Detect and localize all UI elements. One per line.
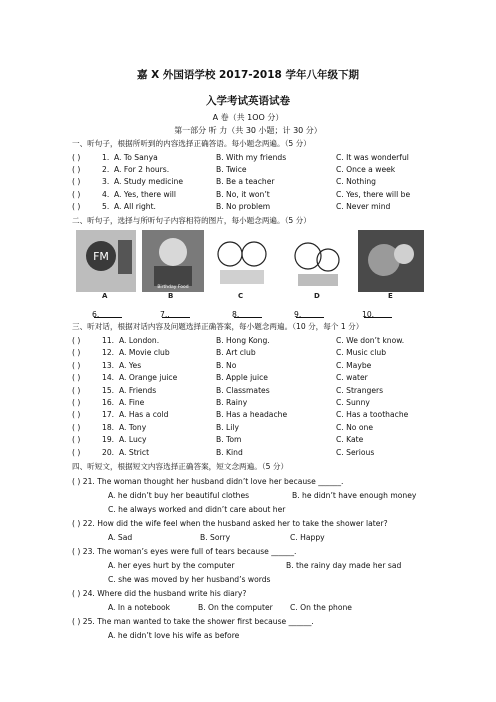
paper-label: A 卷（共 1OO 分） xyxy=(212,113,284,122)
question-24-option-b: B. On the computer xyxy=(198,603,273,612)
option-b: B. Lily xyxy=(216,422,239,432)
option-a: A. Friends xyxy=(119,385,157,395)
picture-label-b: B xyxy=(168,292,174,300)
option-c: C. Maybe xyxy=(336,360,372,370)
option-c: C. Serious xyxy=(336,447,375,457)
question-number: 11. xyxy=(102,336,115,345)
option-a: A. Study medicine xyxy=(114,177,183,187)
picture-label-d: D xyxy=(314,292,320,300)
option-b: B. Classmates xyxy=(216,385,270,395)
question-25-option-a: A. he didn’t love his wife as before xyxy=(108,631,240,640)
option-b: B. Kind xyxy=(216,447,243,457)
question-row xyxy=(72,435,432,445)
part-label: 第一部分 听 力（共 30 小题；计 30 分） xyxy=(174,126,322,135)
option-a: A. London. xyxy=(119,336,160,345)
option-a: A. Strict xyxy=(119,447,150,457)
option-a: A. Has a cold xyxy=(119,410,169,420)
picture-e xyxy=(358,230,424,292)
answer-bracket[interactable]: ( ) xyxy=(72,373,81,383)
question-number: 20. xyxy=(102,447,115,457)
question-number: 17. xyxy=(102,410,115,420)
option-a: A. To Sanya xyxy=(114,153,158,162)
question-24-option-c: C. On the phone xyxy=(290,603,352,612)
birthday-caption: Birthday Food xyxy=(157,285,189,290)
section-3-heading: 三、听对话，根据对话内容及问题选择正确答案，每小题念两遍。（10 分，每个 1 分） xyxy=(72,322,364,331)
answer-bracket[interactable]: ( ) xyxy=(72,201,81,211)
option-b: B. Has a headache xyxy=(216,410,288,420)
option-c: C. Kate xyxy=(336,435,364,445)
question-row xyxy=(72,190,432,200)
option-c: C. Never mind xyxy=(336,201,391,211)
question-number: 4. xyxy=(102,189,110,199)
section-4-heading: 四、听短文，根据短文内容选择正确答案，短文念两遍。（5 分） xyxy=(72,462,289,471)
answer-bracket[interactable]: ( ) xyxy=(72,177,81,187)
option-b: B. With my friends xyxy=(216,153,287,162)
question-number: 13. xyxy=(102,360,115,370)
question-row xyxy=(72,398,432,408)
answer-bracket[interactable]: ( ) xyxy=(72,189,81,199)
question-row xyxy=(72,348,432,358)
question-number: 19. xyxy=(102,435,115,445)
option-c: C. Once a week xyxy=(336,165,396,175)
option-c: C. Sunny xyxy=(336,398,370,407)
picture-label-c: C xyxy=(238,292,244,300)
option-b: B. Hong Kong. xyxy=(216,336,270,345)
question-row xyxy=(72,448,432,458)
question-21-option-b: B. he didn’t have enough money xyxy=(292,491,417,500)
option-a: A. For 2 hours. xyxy=(114,165,170,175)
question-23-option-b: B. the rainy day made her sad xyxy=(286,561,402,570)
option-a: A. Fine xyxy=(119,398,145,407)
question-21-option-c: C. he always worked and didn’t care about her xyxy=(108,505,286,514)
picture-label-e: E xyxy=(388,292,393,300)
question-23: ( ) 23. The woman’s eyes were full of tears because ______. xyxy=(72,547,297,556)
question-21: ( ) 21. The woman thought her husband didn’t love her because ______. xyxy=(72,477,344,486)
question-22: ( ) 22. How did the wife feel when the husband asked her to take the shower later? xyxy=(72,519,388,528)
option-b: B. Art club xyxy=(216,348,256,358)
option-c: C. Music club xyxy=(336,348,387,358)
exam-subtitle: 入学考试英语试卷 xyxy=(206,95,290,107)
question-22-option-b: B. Sorry xyxy=(200,533,231,542)
picture-answer-blanks: 6. 7,. 8. 9. 10. xyxy=(72,310,432,322)
option-c: C. Strangers xyxy=(336,385,384,395)
option-b: B. No, it won’t xyxy=(216,189,270,199)
answer-bracket[interactable]: ( ) xyxy=(72,435,81,445)
question-23-option-a: A. her eyes hurt by the computer xyxy=(108,561,235,570)
option-c: C. Yes, there will be xyxy=(336,189,411,199)
answer-bracket[interactable]: ( ) xyxy=(72,385,81,395)
question-row xyxy=(72,336,432,346)
answer-bracket[interactable]: ( ) xyxy=(72,165,81,175)
question-23-option-c: C. she was moved by her husband’s words xyxy=(108,575,271,584)
question-number: 15. xyxy=(102,385,115,395)
option-b: B. No xyxy=(216,360,237,370)
option-b: B. Twice xyxy=(216,165,247,175)
option-b: B. No problem xyxy=(216,201,271,211)
question-number: 18. xyxy=(102,422,115,432)
option-a: A. Orange juice xyxy=(119,373,178,383)
question-row xyxy=(72,177,432,187)
option-c: C. Nothing xyxy=(336,177,376,187)
section-2-heading: 二、听句子，选择与所听句子内容相符的图片，每小题念两遍。（5 分） xyxy=(72,216,311,225)
option-c: C. Has a toothache xyxy=(336,410,409,420)
option-a: A. Tony xyxy=(119,422,147,432)
option-c: C. It was wonderful xyxy=(336,153,409,162)
answer-bracket[interactable]: ( ) xyxy=(72,447,81,457)
question-row xyxy=(72,423,432,433)
question-21-option-a: A. he didn’t buy her beautiful clothes xyxy=(108,491,250,500)
question-number: 14. xyxy=(102,373,115,383)
picture-a xyxy=(76,230,136,292)
question-number: 3. xyxy=(102,177,110,187)
question-25: ( ) 25. The man wanted to take the shower first because ______. xyxy=(72,617,314,626)
picture-label-a: A xyxy=(102,292,108,300)
question-row xyxy=(72,153,432,163)
picture-row xyxy=(76,230,424,300)
answer-bracket[interactable]: ( ) xyxy=(72,360,81,370)
question-row xyxy=(72,361,432,371)
question-row xyxy=(72,202,432,212)
fm-logo-text: FM xyxy=(93,250,109,263)
option-a: A. Movie club xyxy=(119,348,170,358)
question-number: 16. xyxy=(102,398,115,407)
option-a: A. Yes, there will xyxy=(114,189,177,199)
picture-d xyxy=(288,230,348,292)
question-24: ( ) 24. Where did the husband write his diary? xyxy=(72,589,247,598)
option-b: B. Be a teacher xyxy=(216,177,275,187)
question-number: 1. xyxy=(102,153,110,162)
question-number: 12. xyxy=(102,348,115,358)
picture-b xyxy=(142,230,204,292)
answer-bracket[interactable]: ( ) xyxy=(72,422,81,432)
picture-c xyxy=(212,230,272,292)
question-number: 2. xyxy=(102,165,110,175)
option-c: C. water xyxy=(336,373,368,383)
question-row xyxy=(72,373,432,383)
answer-bracket[interactable]: ( ) xyxy=(72,410,81,420)
question-24-option-a: A. In a notebook xyxy=(108,603,171,612)
option-c: C. No one xyxy=(336,422,374,432)
question-22-option-a: A. Sad xyxy=(108,533,133,542)
option-b: B. Apple juice xyxy=(216,373,268,383)
option-a: A. Yes xyxy=(119,360,142,370)
exam-title: 嘉 X 外国语学校 2017-2018 学年八年级下期 xyxy=(136,69,360,81)
question-22-option-c: C. Happy xyxy=(290,533,325,542)
option-b: B. Tom xyxy=(216,435,242,445)
question-row xyxy=(72,165,432,175)
option-a: A. All right. xyxy=(114,201,156,211)
option-a: A. Lucy xyxy=(119,435,147,445)
option-c: C. We don’t know. xyxy=(336,336,405,345)
answer-bracket[interactable]: ( ) xyxy=(72,153,81,162)
section-1-heading: 一、听句子，根据所听到的内容选择正确答语。每小题念两遍。（5 分） xyxy=(72,139,311,148)
question-row xyxy=(72,410,432,420)
answer-bracket[interactable]: ( ) xyxy=(72,348,81,358)
question-number: 5. xyxy=(102,201,110,211)
answer-bracket[interactable]: ( ) xyxy=(72,398,81,407)
answer-bracket[interactable]: ( ) xyxy=(72,336,81,345)
option-b: B. Rainy xyxy=(216,398,248,407)
question-row xyxy=(72,386,432,396)
